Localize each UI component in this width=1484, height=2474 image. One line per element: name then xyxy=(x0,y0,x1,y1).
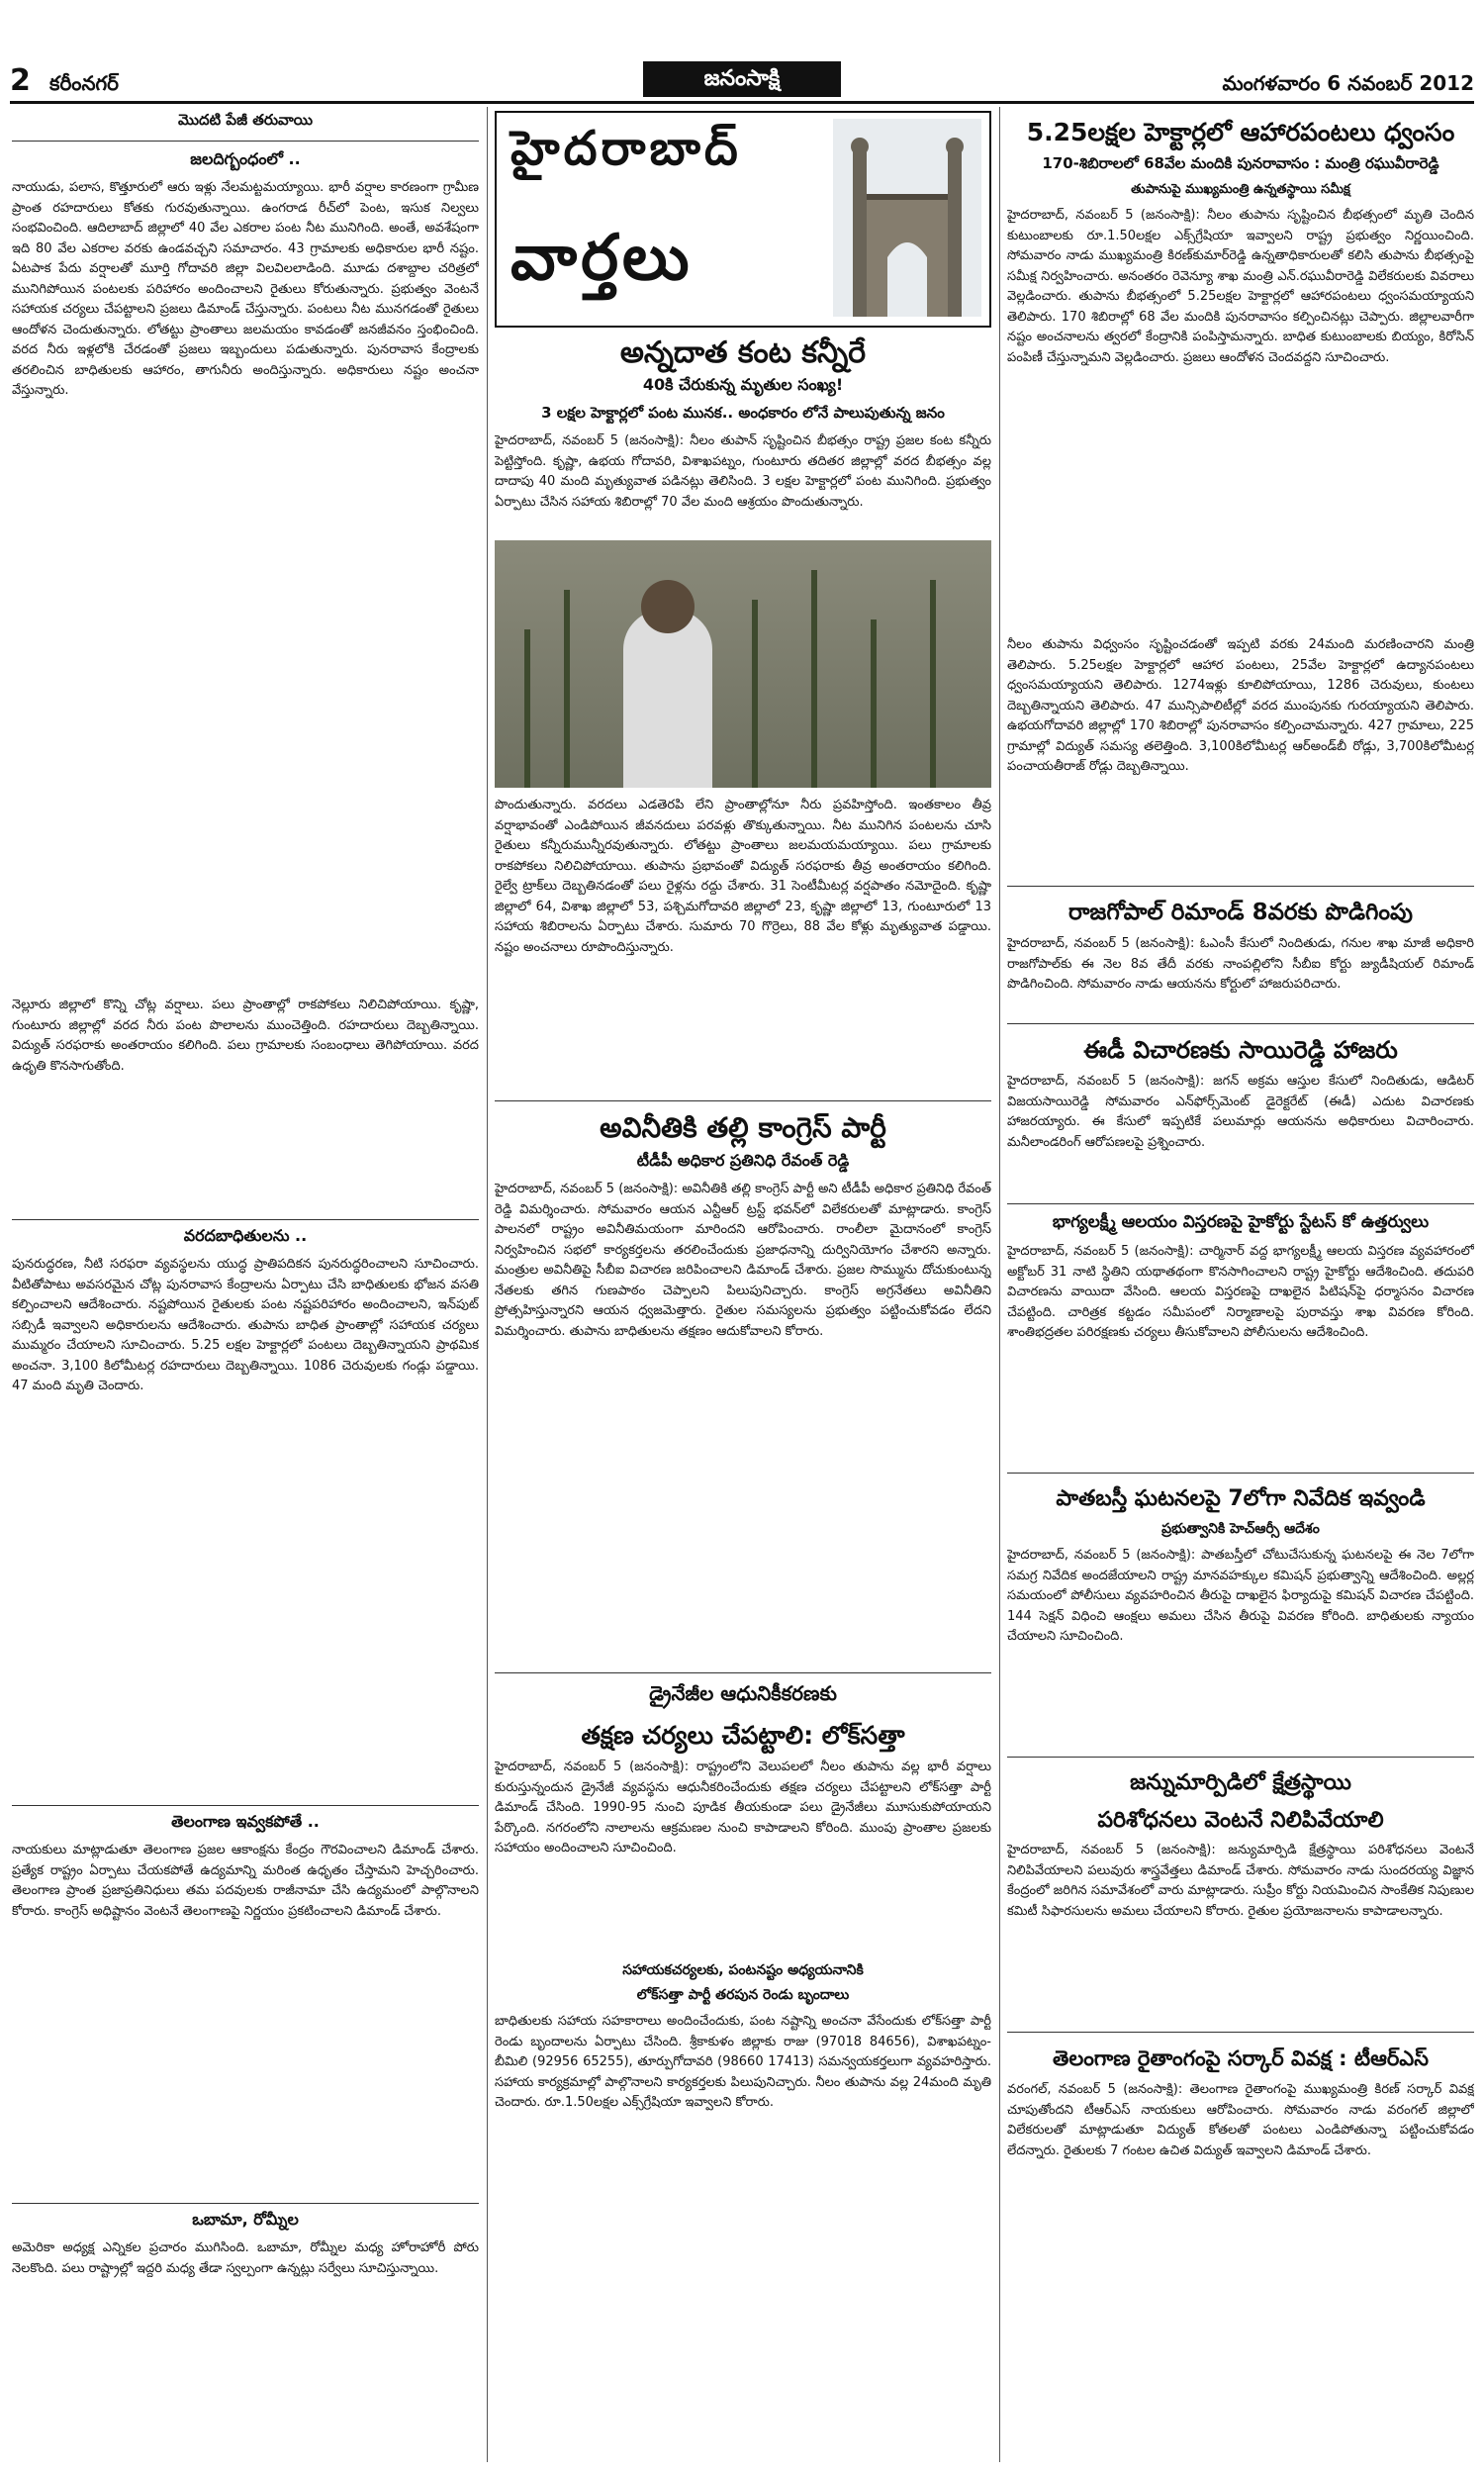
story-headline: డ్రైనేజీల ఆధునికీకరణకు xyxy=(649,1681,837,1705)
story-headline: ఈడీ విచారణకు సాయిరెడ్డి హాజరు xyxy=(1083,1036,1398,1064)
story-headline: భాగ్యలక్ష్మీ ఆలయం విస్తరణపై హైకోర్టు స్టేటస్ కో ఉత్తర్వులు xyxy=(1052,1212,1430,1232)
story-deck: 170-శిబిరాలలో 68వేల మందికి పునరావాసం : మంత్రి రఘువీరారెడ్డి xyxy=(1042,154,1439,172)
story-body: వరంగల్, నవంబర్ 5 (జనంసాక్షి): తెలంగాణ రైతాంగంపై ముఖ్యమంత్రి కిరణ్ సర్కార్ వివక్ష చూపుతోందని టీఆర్ఎస్ నాయకులు ఆరోపించారు. సోమవారం నాడు వరంగల్ జిల్లాలో విలేకరులతో మాట్లాడుతూ విద్యుత్ కోతలతో పంటలు ఎండిపోతున్నా పట్టించుకోవడం లేదన్నారు. రైతులకు 7 గంటల ఉచిత విద్యుత్ ఇవ్వాలని డిమాండ్ చేశారు. xyxy=(1007,2082,1474,2158)
story-body: హైదరాబాద్, నవంబర్ 5 (జనంసాక్షి): పాతబస్తీలో చోటుచేసుకున్న ఘటనలపై ఈ నెల 7లోగా సమగ్ర నివేదిక అందజేయాలని రాష్ట్ర మానవహక్కుల కమిషన్ ప్రభుత్వాన్ని ఆదేశించింది. అల్లర్ల సమయంలో పోలీసులు వ్యవహరించిన తీరుపై దాఖలైన ఫిర్యాదుపై కమిషన్ విచారణ చేపట్టింది. 144 సెక్షన్ విధించి ఆంక్షలు అమలు చేసిన తీరుపై వివరణ కోరింది. బాధితులకు న్యాయం చేయాలని సూచించింది. xyxy=(1007,1548,1474,1644)
story-subhead: జలదిగ్బంధంలో .. xyxy=(190,149,301,168)
story-divider xyxy=(495,1100,991,1101)
story-body: హైదరాబాద్, నవంబర్ 5 (జనంసాక్షి): ఓఎంసీ కేసులో నిందితుడు, గనుల శాఖ మాజీ అధికారి రాజగోపాల్‌కు ఈ నెల 8వ తేదీ వరకు నాంపల్లిలోని సీబీఐ కోర్టు జ్యుడీషియల్‌ రిమాండ్ పొడిగించింది. సోమవారం నాడు ఆయనను కోర్టులో హాజరుపరిచారు. xyxy=(1007,936,1474,992)
story-body: పొందుతున్నారు. వరదలు ఎడతెరపి లేని ప్రాంతాల్లోనూ నీరు ప్రవహిస్తోంది. ఇంతకాలం తీవ్ర వర్షాభావంతో ఎండిపోయిన జీవనదులు పరవళ్లు తొక్కుతున్నాయి. నీట మునిగిన పంటలను చూసి రైతులు కన్నీరుమున్నీరవుతున్నారు. లోతట్టు ప్రాంతాలు జలమయమయ్యాయి. పలు గ్రామాలకు రాకపోకలు నిలిచిపోయాయి. తుపాను ప్రభావంతో విద్యుత్ సరఫరాకు తీవ్ర అంతరాయం కలిగింది. రైల్వే ట్రాక్‌లు దెబ్బతినడంతో పలు రైళ్లను రద్దు చేశారు. 31 సెంటీమీటర్ల వర్షపాతం నమోదైంది. కృష్ణా జిల్లాలో 64, విశాఖ జిల్లాలో 53, పశ్చిమగోదావరి జిల్లాలో 23, కృష్ణా జిల్లాలో 13, గుంటూరులో 13 సహాయ శిబిరాలను ఏర్పాటు చేశారు. సుమారు 70 గొర్రెలు, 88 వేల కోళ్లు మృత్యువాత పడ్డాయి. నష్టం అంచనాలు రూపొందిస్తున్నారు. xyxy=(495,798,991,955)
story-body: హైదరాబాద్, నవంబర్ 5 (జనంసాక్షి): అవినీతికి తల్లి కాంగ్రెస్ పార్టీ అని టీడీపీ అధికార ప్రతినిధి రేవంత్ రెడ్డి విమర్శించారు. సోమవారం ఆయన ఎన్టీఆర్ ట్రస్ట్ భవన్‌లో విలేకరులతో మాట్లాడారు. కాంగ్రెస్ పాలనలో రాష్ట్రం అవినీతిమయంగా మారిందని ఆరోపించారు. రాంలీలా మైదానంలో కాంగ్రెస్ నిర్వహించిన సభలో కార్యకర్తలను తరలించేందుకు ప్రజాధనాన్ని దుర్వినియోగం చేశారని అన్నారు. మంత్రుల అవినీతిపై సీబీఐ విచారణ జరిపించాలని డిమాండ్ చేశారు. ప్రజల సొమ్మును దోచుకుంటున్న నేతలకు తగిన గుణపాఠం చెప్పాలని పిలుపునిచ్చారు. కాంగ్రెస్ అగ్రనేతలు అవినీతిని ప్రోత్సహిస్తున్నారని ఆయన ధ్వజమెత్తారు. రైతుల సమస్యలను ప్రభుత్వం పట్టించుకోవడం లేదని విమర్శించారు. తుపాను బాధితులను తక్షణం ఆదుకోవాలని కోరారు. xyxy=(495,1182,991,1339)
farmer-photo xyxy=(495,540,991,788)
edition-name: కరీంనగర్ xyxy=(49,71,119,95)
story-body: నాయకులు మాట్లాడుతూ తెలంగాణ ప్రజల ఆకాంక్షను కేంద్రం గౌరవించాలని డిమాండ్ చేశారు. ప్రత్యేక రాష్ట్రం ఏర్పాటు చేయకపోతే ఉద్యమాన్ని మరింత ఉధృతం చేస్తామని హెచ్చరించారు. తెలంగాణ ప్రాంత ప్రజాప్రతినిధులు తమ పదవులకు రాజీనామా చేసి ఉద్యమంలో పాల్గొనాలని కోరారు. కాంగ్రెస్ అధిష్టానం వెంటనే తెలంగాణపై నిర్ణయం ప్రకటించాలని డిమాండ్ చేశారు. xyxy=(12,1843,479,1919)
story-headline: అవినీతికి తల్లి కాంగ్రెస్ పార్టీ xyxy=(600,1111,886,1144)
story-divider xyxy=(1007,1023,1474,1024)
story-headline: 5.25లక్షల హెక్టార్లలో ఆహారపంటలు ధ్వంసం xyxy=(1026,118,1455,146)
story-headline: పాతబస్తీ ఘటనలపై 7లోగా నివేదిక ఇవ్వండి xyxy=(1056,1486,1426,1511)
story-body: హైదరాబాద్, నవంబర్ 5 (జనంసాక్షి): చార్మినార్ వద్ద భాగ్యలక్ష్మీ ఆలయ విస్తరణ వ్యవహారంలో అక్టోబర్ 31 నాటి స్థితిని యథాతథంగా కొనసాగించాలని రాష్ట్ర హైకోర్టు ఆదేశించింది. తదుపరి విచారణను వాయిదా వేసింది. ఆలయ విస్తరణపై దాఖలైన పిటిషన్‌పై ధర్మాసనం విచారణ చేపట్టింది. చారిత్రక కట్టడం సమీపంలో నిర్మాణాలపై పురావస్తు శాఖ వివరణ కోరింది. శాంతిభద్రతల పరిరక్షణకు చర్యలు తీసుకోవాలని పోలీసులను ఆదేశించింది. xyxy=(1007,1244,1474,1340)
story-deck: ప్రభుత్వానికి హెచ్ఆర్సీ ఆదేశం xyxy=(1161,1521,1320,1537)
story-body: నెల్లూరు జిల్లాలో కొన్ని చోట్ల వర్షాలు. పలు ప్రాంతాల్లో రాకపోకలు నిలిచిపోయాయి. కృష్ణా, గుంటూరు జిల్లాల్లో వరద నీరు పంట పొలాలను ముంచెత్తింది. రహదారులు దెబ్బతిన్నాయి. విద్యుత్ సరఫరాకు అంతరాయం కలిగింది. పలు గ్రామాలకు సంబంధాలు తెగిపోయాయి. వరద ఉధృతి కొనసాగుతోంది. xyxy=(12,998,479,1074)
story-subhead: సహాయకచర్యలకు, పంటనష్టం అధ్యయనానికి xyxy=(622,1962,864,1978)
column-right xyxy=(1007,107,1474,2462)
story-body: హైదరాబాద్, నవంబర్ 5 (జనంసాక్షి): జన్యుమార్పిడి క్షేత్రస్థాయి పరిశోధనలు వెంటనే నిలిపివేయాలని పలువురు శాస్త్రవేత్తలు డిమాండ్ చేశారు. సోమవారం నాడు సుందరయ్య విజ్ఞాన కేంద్రంలో జరిగిన సమావేశంలో వారు మాట్లాడారు. సుప్రీం కోర్టు నియమించిన సాంకేతిక నిపుణుల కమిటీ సిఫారసులను అమలు చేయాలని కోరారు. రైతుల ప్రయోజనాలను కాపాడాలన్నారు. xyxy=(1007,1843,1474,1919)
story-headline: తెలంగాణ రైతాంగంపై సర్కార్ వివక్ష : టీఆర్ఎస్ xyxy=(1053,2046,1429,2070)
story-divider xyxy=(1007,1473,1474,1474)
story-headline: జన్నుమార్పిడిలో క్షేత్రస్థాయి xyxy=(1130,1770,1351,1795)
masthead xyxy=(10,61,1474,103)
story-body: హైదరాబాద్, నవంబర్ 5 (జనంసాక్షి): నీలం తుపాన్ సృష్టించిన బీభత్సం రాష్ట్ర ప్రజల కంట కన్నీరు పెట్టిస్తోంది. కృష్ణా, ఉభయ గోదావరి, విశాఖపట్నం, గుంటూరు తదితర జిల్లాల్లో వరద బీభత్సం వల్ల దాదాపు 40 మంది మృత్యువాత పడినట్లు తెలిసింది. 3 లక్షల హెక్టార్లలో పంట మునిగింది. ప్రభుత్వం ఏర్పాటు చేసిన సహాయ శిబిరాల్లో 70 వేల మంది ఆశ్రయం పొందుతున్నారు. xyxy=(495,433,991,510)
story-subhead: వరదబాధితులను .. xyxy=(12,1219,479,1249)
column-left xyxy=(12,107,479,2462)
story-deck: టీడీపీ అధికార ప్రతినిధి రేవంత్ రెడ్డి xyxy=(636,1151,850,1170)
column-center xyxy=(495,107,991,2462)
story-headline: రాజగోపాల్ రిమాండ్ 8వరకు పొడిగింపు xyxy=(1067,900,1414,925)
section-banner xyxy=(495,111,991,328)
story-subhead: లోక్‌సత్తా పార్టీ తరపున రెండు బృందాలు xyxy=(636,1987,850,2003)
story-deck: తుపానుపై ముఖ్యమంత్రి ఉన్నతస్థాయి సమీక్ష xyxy=(1131,182,1350,197)
issue-date: మంగళవారం 6 నవంబర్ 2012 xyxy=(1222,71,1474,95)
story-body: హైదరాబాద్, నవంబర్ 5 (జనంసాక్షి): జగన్ అక్రమ ఆస్తుల కేసులో నిందితుడు, ఆడిటర్ విజయసాయిరెడ్డి సోమవారం ఎన్‌ఫోర్స్‌మెంట్ డైరెక్టరేట్ (ఈడీ) ఎదుట విచారణకు హాజరయ్యారు. ఈ కేసులో ఇప్పటికే పలుమార్లు ఆయనను అధికారులు విచారించారు. మనీలాండరింగ్ ఆరోపణలపై ప్రశ్నించారు. xyxy=(1007,1074,1474,1150)
story-subhead: ఒబామా, రోమ్నీల xyxy=(12,2203,479,2233)
lead-deck: 3 లక్షల హెక్టార్లలో పంట మునక.. అంధకారం లోనే పాలుపుతున్న జనం xyxy=(541,404,945,422)
story-body: హైదరాబాద్, నవంబర్ 5 (జనంసాక్షి): రాష్ట్రంలోని వెలుపలలో నీలం తుపాను వల్ల భారీ వర్షాలు కురుస్తున్నందున డ్రైనేజీ వ్యవస్థను ఆధునీకరించేందుకు తక్షణ చర్యలు చేపట్టాలని లోక్‌సత్తా పార్టీ డిమాండ్ చేసింది. 1990-95 నుంచి పూడిక తీయకుండా పలు డ్రైనేజీలు మూసుకుపోయాయని పేర్కొంది. నగరంలోని నాలాలను ఆక్రమణల నుంచి కాపాడాలని కోరింది. ముంపు ప్రాంతాల ప్రజలకు సహాయం అందించాలని సూచించింది. xyxy=(495,1760,991,1856)
banner-line-1: హైదరాబాద్ xyxy=(510,121,742,176)
story-subhead: తెలంగాణ ఇవ్వకపోతే .. xyxy=(12,1805,479,1835)
story-divider xyxy=(495,1672,991,1673)
story-divider xyxy=(1007,886,1474,887)
column-divider xyxy=(487,107,488,2462)
kicker-rule xyxy=(12,137,479,142)
story-divider xyxy=(1007,1203,1474,1204)
story-divider xyxy=(1007,2032,1474,2033)
story-divider xyxy=(1007,1757,1474,1758)
story-headline: తక్షణ చర్యలు చేపట్టాలి: లోక్‌సత్తా xyxy=(581,1721,905,1750)
story-body: బాధితులకు సహాయ సహకారాలు అందించేందుకు, పంట నష్టాన్ని అంచనా వేసేందుకు లోక్‌సత్తా పార్టీ రెండు బృందాలను ఏర్పాటు చేసింది. శ్రీకాకుళం జిల్లాకు రాజు (97018 84656), విశాఖపట్నం-బీమిలి (92956 65255), తూర్పుగోదావరి (98660 17413) సమన్వయకర్తలుగా వ్యవహరిస్తారు. సహాయ కార్యక్రమాల్లో పాల్గొనాలని కార్యకర్తలకు పిలుపునిచ్చారు. నీలం తుపాను వల్ల 24మంది మృతి చెందారు. రూ.1.50లక్షల ఎక్స్‌గ్రేషియా ఇవ్వాలని కోరారు. xyxy=(495,2014,991,2110)
page-number: 2 xyxy=(10,63,31,98)
story-body: నీలం తుపాను విధ్వంసం సృష్టించడంతో ఇప్పటి వరకు 24మంది మరణించారని మంత్రి తెలిపారు. 5.25లక్షల హెక్టార్లలో ఆహార పంటలు, 25వేల హెక్టార్లలో ఉద్యానపంటలు ధ్వంసమయ్యాయని తెలిపారు. 1274ఇళ్లు కూలిపోయాయి, 1286 చెరువులు, కుంటలు దెబ్బతిన్నాయని తెలిపారు. 47 మున్సిపాలిటీల్లో వరద ముంపునకు గురయ్యాయని తెలిపారు. ఉభయగోదావరి జిల్లాల్లో 170 శిబిరాల్లో పునరావాసం కల్పించామన్నారు. 427 గ్రామాలు, 225 గ్రామాల్లో విద్యుత్ సమస్య తలెత్తింది. 3,100కిలోమీటర్ల ఆర్‌అండ్‌బీ రోడ్లు, 3,700కిలోమీటర్ల పంచాయతీరాజ్ రోడ్లు దెబ్బతిన్నాయి. xyxy=(1007,637,1474,774)
story-body: అమెరికా అధ్యక్ష ఎన్నికల ప్రచారం ముగిసింది. ఒబామా, రోమ్నీల మధ్య హోరాహోరీ పోరు నెలకొంది. పలు రాష్ట్రాల్లో ఇద్దరి మధ్య తేడా స్వల్పంగా ఉన్నట్లు సర్వేలు సూచిస్తున్నాయి. xyxy=(12,2240,479,2276)
story-body: హైదరాబాద్, నవంబర్ 5 (జనంసాక్షి): నీలం తుపాను సృష్టించిన బీభత్సంలో మృతి చెందిన కుటుంబాలకు రూ.1.50లక్షల ఎక్స్‌గ్రేషియా ఇవ్వాలని రాష్ట్ర ప్రభుత్వం నిర్ణయించింది. సోమవారం నాడు ముఖ్యమంత్రి కిరణ్‌కుమార్‌రెడ్డి ఉన్నతాధికారులతో కలిసి తుపాను బీభత్సంపై సమీక్ష నిర్వహించారు. అనంతరం రెవెన్యూ శాఖ మంత్రి ఎన్.రఘువీరారెడ్డి విలేకరులకు వివరాలు వెల్లడించారు. తుపాను బీభత్సంలో 5.25లక్షల హెక్టార్లలో ఆహారపంటలు ధ్వంసమయ్యాయని తెలిపారు. 170 శిబిరాల్లో 68 వేల మందికి పునరావాసం కల్పించినట్లు చెప్పారు. జిల్లాలవారీగా నష్టం అంచనాలను త్వరలో కేంద్రానికి పంపిస్తామన్నారు. బాధిత కుటుంబాలకు బియ్యం, కిరోసిన్ పంపిణీ చేస్తున్నామని వెల్లడించారు. ప్రజలు ఆందోళన చెందవద్దని సూచించారు. xyxy=(1007,208,1474,365)
column-divider xyxy=(999,107,1000,2462)
lead-deck: 40కి చేరుకున్న మృతుల సంఖ్య! xyxy=(642,375,844,394)
banner-line-2: వార్తలు xyxy=(510,222,694,295)
story-body: పునరుద్ధరణ, నీటి సరఫరా వ్యవస్థలను యుద్ధ ప్రాతిపదికన పునరుద్ధరించాలని సూచించారు. వీటితోపాటు అవసరమైన చోట్ల పునరావాస కేంద్రాలను ఏర్పాటు చేసి బాధితులకు భోజన వసతి కల్పించాలని ఆదేశించారు. నష్టపోయిన రైతులకు పంట నష్టపరిహారం అందించాలని, ఇన్‌పుట్ సబ్సిడీ ఇవ్వాలని అధికారులను ఆదేశించారు. తుపాను బాధిత ప్రాంతాల్లో సహాయక చర్యలు ముమ్మరం చేయాలని సూచించారు. 5.25 లక్షల హెక్టార్లలో పంటలు దెబ్బతిన్నాయని ప్రాథమిక అంచనా. 3,100 కిలోమీటర్ల రహదారులు దెబ్బతిన్నాయి. 1086 చెరువులకు గండ్లు పడ్డాయి. 47 మంది మృతి చెందారు. xyxy=(12,1257,479,1393)
charminar-icon xyxy=(833,119,981,317)
story-body: నాయుడు, పలాస, కొత్తూరులో ఆరు ఇళ్లు నేలమట్టమయ్యాయి. భారీ వర్షాల కారణంగా గ్రామీణ ప్రాంత రహదారులు కోతకు గురవుతున్నాయి. ఉంగరాడ రీచ్‌లో పెంట, ఇసుక నిల్వలు సంభవించింది. ఆదిలాబాద్ జిల్లాలో 40 వేల ఎకరాల పంట నీట మునిగింది. అంతే, అవశేషంగా ఇది 80 వేల ఎకరాల వరకు ఉండవచ్చని సమాచారం. 43 గ్రామాలకు అధికారుల భారీ నష్టం. ఏటపాక పేదు వర్షాలతో మూర్తి గోదావరి జిల్లా విలవిలలాడింది. మూడు దశాబ్దాల చరిత్రలో మునిగిపోయిన పంటలకు పరిహారం అందించాలని రైతులు కోరుతున్నారు. ప్రభుత్వం వెంటనే సహాయక చర్యలు చేపట్టాలని ప్రజలు డిమాండ్ చేస్తున్నారు. పంటలు నీట మునగడంతో రైతులు ఆందోళన చెందుతున్నారు. లోతట్టు ప్రాంతాలు జలమయం కావడంతో జనజీవనం స్తంభించింది. వరద నీరు ఇళ్లలోకి చేరడంతో ప్రజలు ఇబ్బందులు పడుతున్నారు. పునరావాస కేంద్రాలకు తరలించిన బాధితులకు ఆహారం, తాగునీరు అందిస్తున్నారు. అధికారులు నష్టం అంచనా వేస్తున్నారు. xyxy=(12,180,479,398)
lead-headline: అన్నదాత కంట కన్నీరే xyxy=(619,335,867,370)
masthead-rule xyxy=(10,101,1474,104)
story-headline: పరిశోధనలు వెంటనే నిలిపివేయాలి xyxy=(1097,1808,1384,1833)
newspaper-logo: జనంసాక్షి xyxy=(643,61,841,97)
continued-kicker: మొదటి పేజీ తరువాయి xyxy=(177,111,314,129)
